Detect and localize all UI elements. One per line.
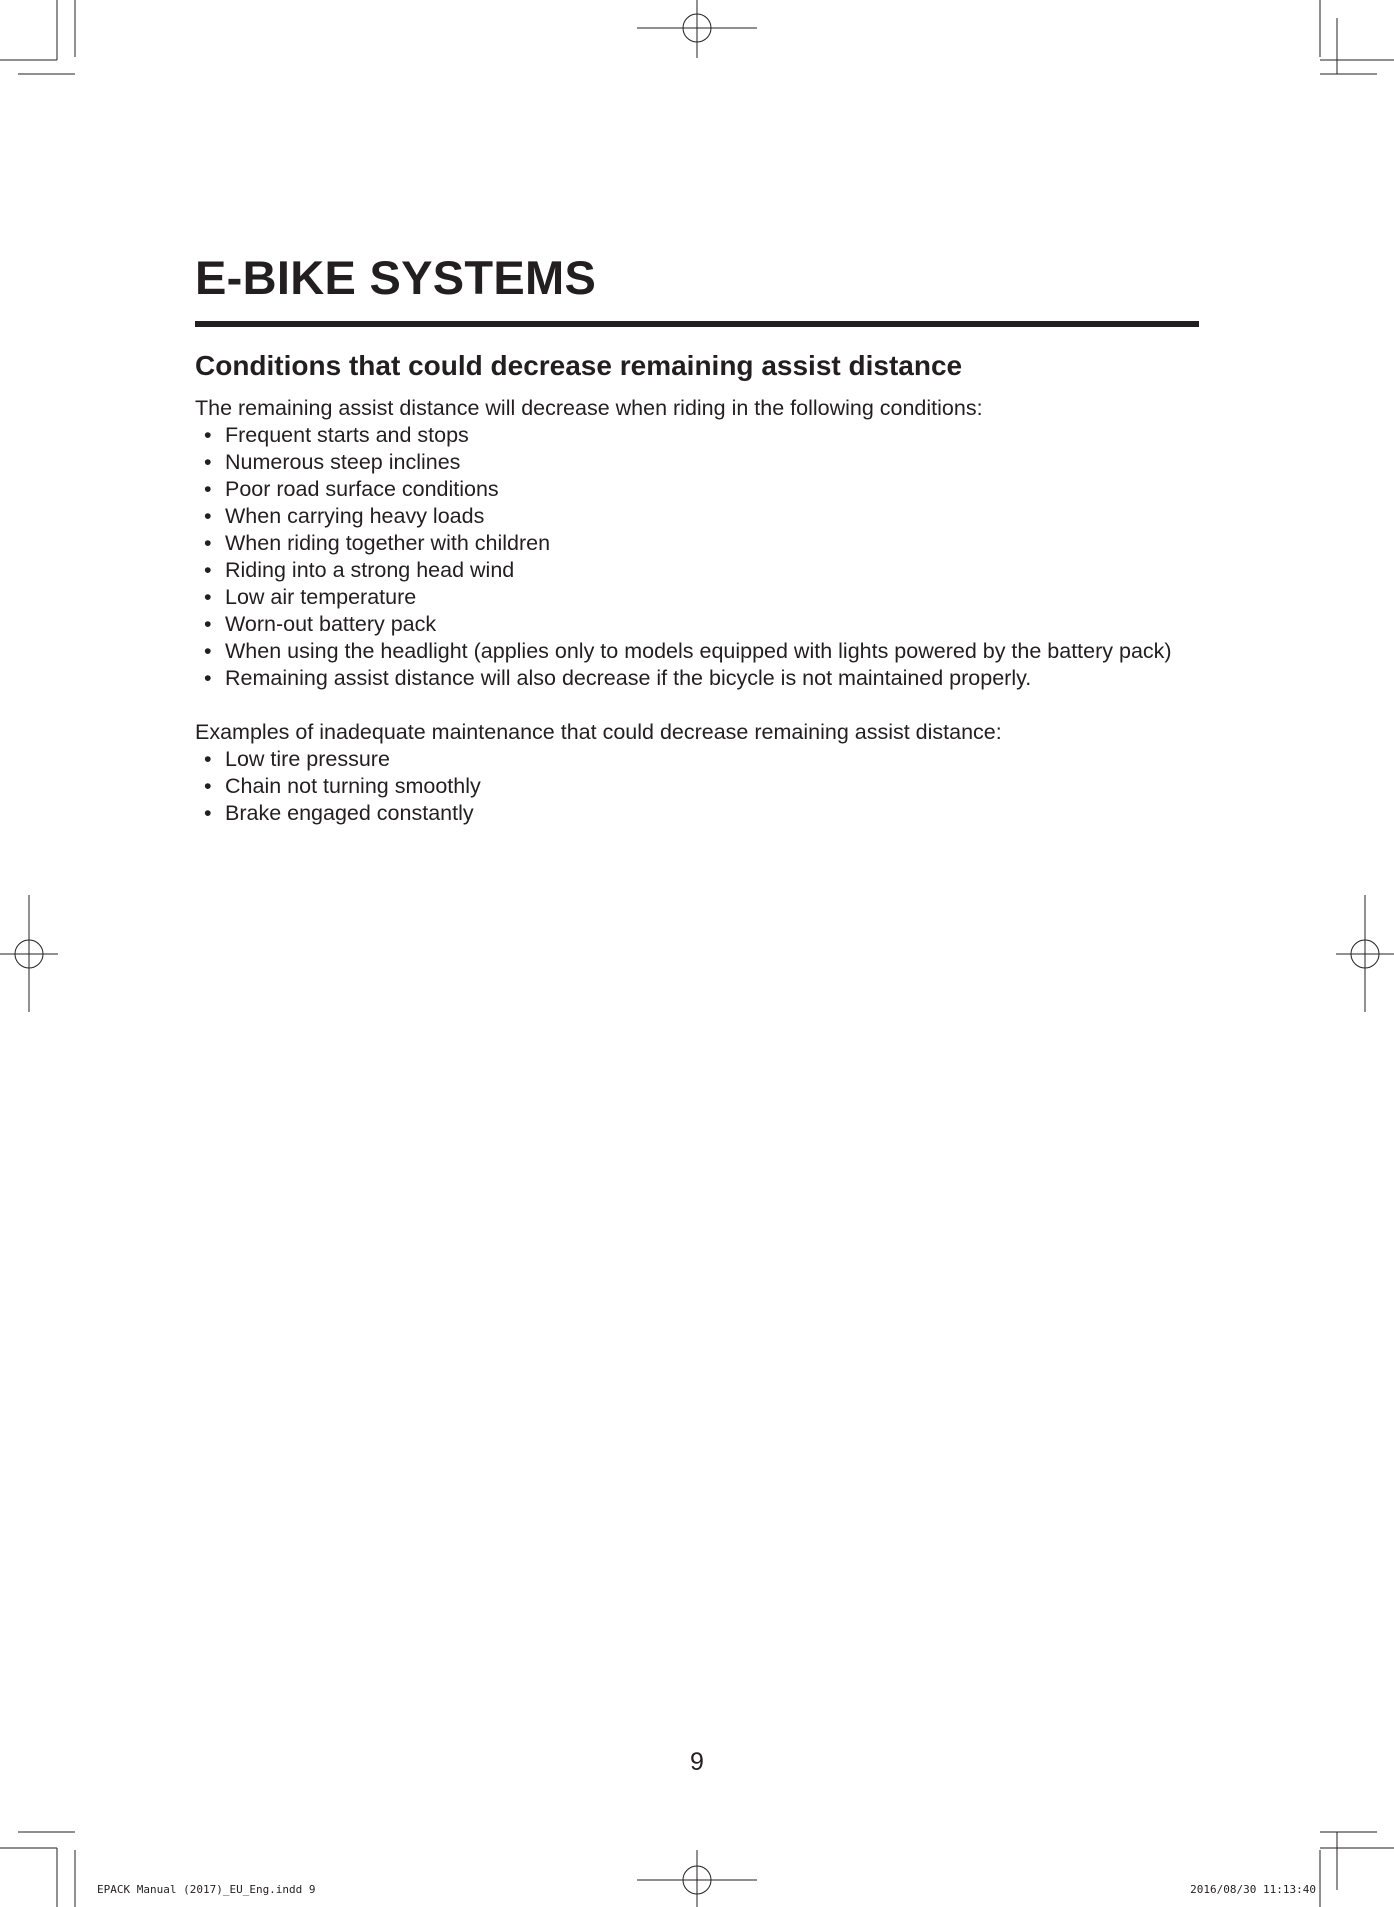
bullet-icon: • (204, 504, 212, 528)
bullet-icon: • (204, 558, 212, 582)
section-heading: Conditions that could decrease remaining assist distance (195, 350, 963, 381)
list-item-text: When riding together with children (225, 531, 551, 555)
registration-mark-top (637, 0, 757, 58)
bullet-icon: • (204, 423, 212, 447)
list-item (195, 665, 1199, 692)
list-item (195, 746, 1199, 773)
list-item-text: Brake engaged constantly (225, 801, 474, 825)
bullet-icon: • (204, 666, 212, 690)
registration-mark-left (0, 895, 58, 1012)
examples-list (195, 746, 1199, 827)
conditions-list (195, 422, 1199, 692)
intro-paragraph: The remaining assist distance will decrease when riding in the following conditions: (195, 396, 983, 420)
file-slug: EPACK Manual (2017)_EU_Eng.indd 9 (97, 1883, 316, 1896)
registration-mark-bottom (637, 1850, 757, 1907)
page-content (195, 240, 1199, 827)
bullet-icon: • (204, 639, 212, 663)
list-item (195, 584, 1199, 611)
registration-mark-right (1336, 895, 1394, 1012)
list-item (195, 773, 1199, 800)
list-item-text: When carrying heavy loads (225, 504, 485, 528)
crop-mark-bottom-left (0, 1832, 75, 1907)
title-rule (195, 321, 1199, 327)
list-item-text: When using the headlight (applies only to models equipped with lights powered by the battery pack) (225, 639, 1172, 663)
list-item-text: Poor road surface conditions (225, 477, 499, 501)
page-title: E-BIKE SYSTEMS (195, 251, 597, 304)
bullet-icon: • (204, 747, 212, 771)
list-item-text: Numerous steep inclines (225, 450, 461, 474)
list-item (195, 638, 1199, 665)
list-item-text: Remaining assist distance will also decrease if the bicycle is not maintained properly. (225, 666, 1032, 690)
list-item (195, 800, 1199, 827)
bullet-icon: • (204, 801, 212, 825)
list-item-text: Frequent starts and stops (225, 423, 469, 447)
bullet-icon: • (204, 477, 212, 501)
list-item-text: Chain not turning smoothly (225, 774, 481, 798)
bullet-icon: • (204, 450, 212, 474)
examples-intro: Examples of inadequate maintenance that could decrease remaining assist distance: (195, 720, 1002, 744)
list-item (195, 611, 1199, 638)
list-item-text: Worn-out battery pack (225, 612, 437, 636)
list-item-text: Low air temperature (225, 585, 417, 609)
list-item (195, 503, 1199, 530)
crop-mark-top-left (0, 0, 75, 74)
list-item-text: Low tire pressure (225, 747, 390, 771)
list-item-text: Riding into a strong head wind (225, 558, 515, 582)
list-item (195, 530, 1199, 557)
list-item (195, 476, 1199, 503)
page-number: 9 (690, 1748, 704, 1776)
bullet-icon: • (204, 585, 212, 609)
crop-mark-bottom-right (1320, 1832, 1394, 1907)
timestamp-slug: 2016/08/30 11:13:40 (1190, 1883, 1316, 1896)
list-item (195, 557, 1199, 584)
crop-mark-top-right (1320, 0, 1394, 74)
bullet-icon: • (204, 612, 212, 636)
bullet-icon: • (204, 531, 212, 555)
list-item (195, 449, 1199, 476)
bullet-icon: • (204, 774, 212, 798)
list-item (195, 422, 1199, 449)
